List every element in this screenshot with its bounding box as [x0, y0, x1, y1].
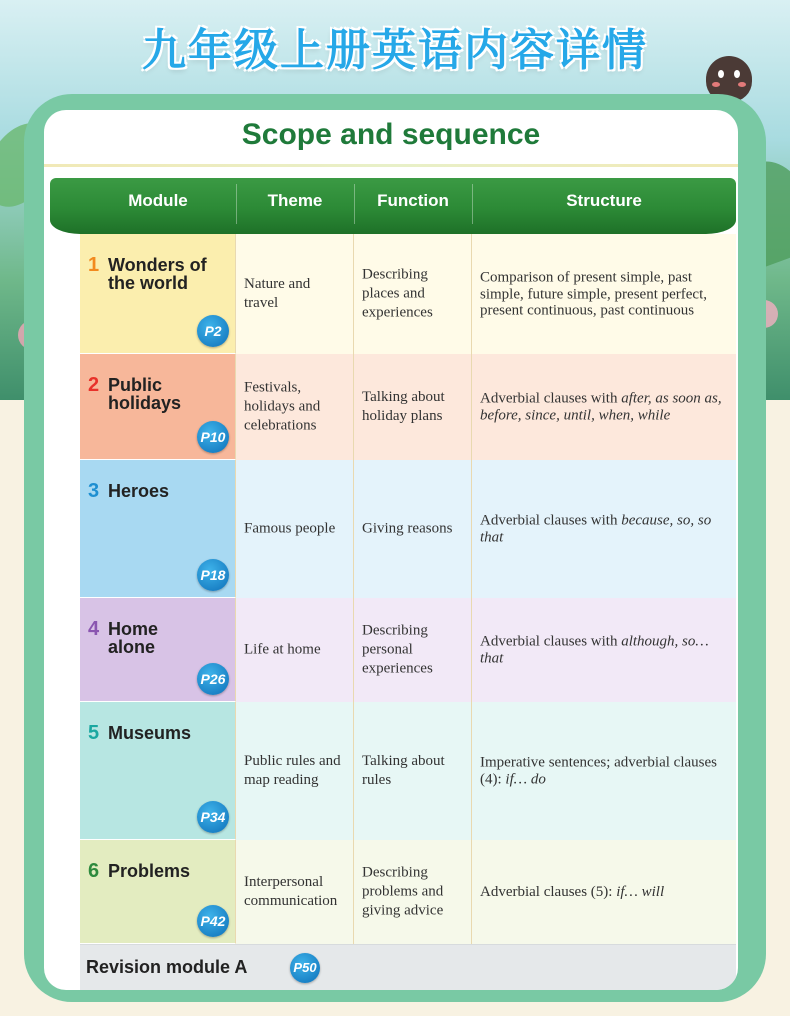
- table-row: [80, 840, 736, 945]
- book-page: [44, 110, 738, 990]
- function-cell: [354, 460, 472, 598]
- module-title-line2: holidays: [108, 393, 182, 413]
- module-number: 6: [88, 860, 100, 882]
- module-title-line1: Home: [108, 619, 159, 639]
- table-row: [80, 460, 736, 599]
- structure-cell: [472, 840, 736, 944]
- structure-italic: because, so, so that: [480, 512, 712, 545]
- module-title: [88, 376, 181, 412]
- module-number: 2: [88, 374, 100, 396]
- theme-text: Life at home: [244, 641, 321, 658]
- function-cell: [354, 702, 472, 840]
- structure-text: [480, 884, 730, 901]
- header-structure: Structure: [566, 191, 642, 210]
- theme-cell: [236, 234, 354, 354]
- structure-italic: although, so… that: [480, 633, 709, 666]
- theme-text: Festivals, holidays and celebrations: [244, 379, 321, 434]
- structure-cell: [472, 354, 736, 460]
- header-function: Function: [377, 191, 449, 210]
- structure-text: [480, 269, 730, 319]
- table-row: [80, 598, 736, 703]
- module-title: [88, 862, 190, 880]
- function-text: Describing personal experiences: [362, 622, 433, 677]
- function-cell: [354, 840, 472, 944]
- page-badge: P2: [197, 315, 229, 347]
- header-theme: Theme: [267, 191, 323, 210]
- module-cell: [80, 598, 236, 702]
- module-number: 5: [88, 722, 100, 744]
- structure-cell: [472, 460, 736, 598]
- banner-title: 九年级上册英语内容详情: [142, 25, 648, 76]
- structure-cell: [472, 598, 736, 702]
- structure-plain: Adverbial clauses with: [480, 633, 622, 650]
- table-header: [50, 178, 736, 234]
- table-row: [80, 234, 736, 355]
- theme-cell: [236, 354, 354, 460]
- module-title-line1: Problems: [108, 861, 191, 881]
- module-number: 1: [88, 254, 100, 276]
- page-title: Scope and sequence: [241, 118, 541, 151]
- page-badge: P26: [197, 663, 229, 695]
- function-text: Giving reasons: [362, 520, 453, 537]
- structure-plain: Adverbial clauses with: [480, 390, 622, 407]
- theme-cell: [236, 702, 354, 840]
- structure-plain: Adverbial clauses with: [480, 512, 622, 529]
- module-cell: [80, 702, 236, 840]
- module-title: [88, 724, 191, 742]
- structure-text: [480, 391, 730, 424]
- page-badge: P10: [197, 421, 229, 453]
- structure-text: [480, 513, 730, 546]
- module-cell: [80, 460, 236, 598]
- function-cell: [354, 598, 472, 702]
- page-badge: P18: [197, 559, 229, 591]
- table-row: [80, 702, 736, 841]
- theme-text: Nature and travel: [244, 276, 311, 311]
- module-cell: [80, 354, 236, 460]
- theme-text: Famous people: [244, 520, 336, 537]
- module-title: [88, 620, 158, 656]
- table-row: [80, 354, 736, 461]
- theme-cell: [236, 460, 354, 598]
- function-cell: [354, 234, 472, 354]
- module-title-line1: Museums: [108, 723, 192, 743]
- module-cell: [80, 840, 236, 944]
- structure-plain: Adverbial clauses (5):: [480, 883, 617, 900]
- structure-text: [480, 634, 730, 667]
- structure-plain: Imperative sentences; adverbial clauses (4):: [480, 754, 717, 787]
- function-text: Talking about rules: [362, 753, 445, 788]
- page-badge: P42: [197, 905, 229, 937]
- theme-text: Interpersonal communication: [244, 874, 338, 909]
- divider: [44, 164, 738, 167]
- module-title-line1: Wonders of: [108, 255, 207, 275]
- module-number: 3: [88, 480, 100, 502]
- header-module: Module: [128, 191, 188, 210]
- structure-italic: if… will: [616, 883, 665, 900]
- module-title-line2: the world: [108, 273, 188, 293]
- theme-cell: [236, 598, 354, 702]
- page-badge: P50: [290, 953, 320, 983]
- function-text: Describing places and experiences: [362, 266, 433, 321]
- module-cell: [80, 234, 236, 354]
- structure-plain: Comparison of present simple, past simple, future simple, present perfect, present continuous, past continuous: [480, 269, 708, 319]
- structure-cell: [472, 702, 736, 840]
- structure-text: [480, 755, 730, 788]
- revision-label: Revision module A: [86, 957, 248, 977]
- theme-text: Public rules and map reading: [244, 753, 341, 788]
- structure-italic: if… do: [505, 771, 546, 787]
- structure-cell: [472, 234, 736, 354]
- structure-italic: after, as soon as, before, since, until, when, while: [480, 390, 722, 423]
- page-badge: P34: [197, 801, 229, 833]
- function-text: Describing problems and giving advice: [362, 864, 444, 919]
- module-title-line1: Heroes: [108, 481, 170, 501]
- module-title-line1: Public: [108, 375, 163, 395]
- module-title-line2: alone: [108, 637, 156, 657]
- revision-row: [80, 944, 736, 990]
- function-text: Talking about holiday plans: [362, 389, 445, 424]
- function-cell: [354, 354, 472, 460]
- module-number: 4: [88, 618, 100, 640]
- module-title: [88, 256, 207, 292]
- module-title: [88, 482, 169, 500]
- theme-cell: [236, 840, 354, 944]
